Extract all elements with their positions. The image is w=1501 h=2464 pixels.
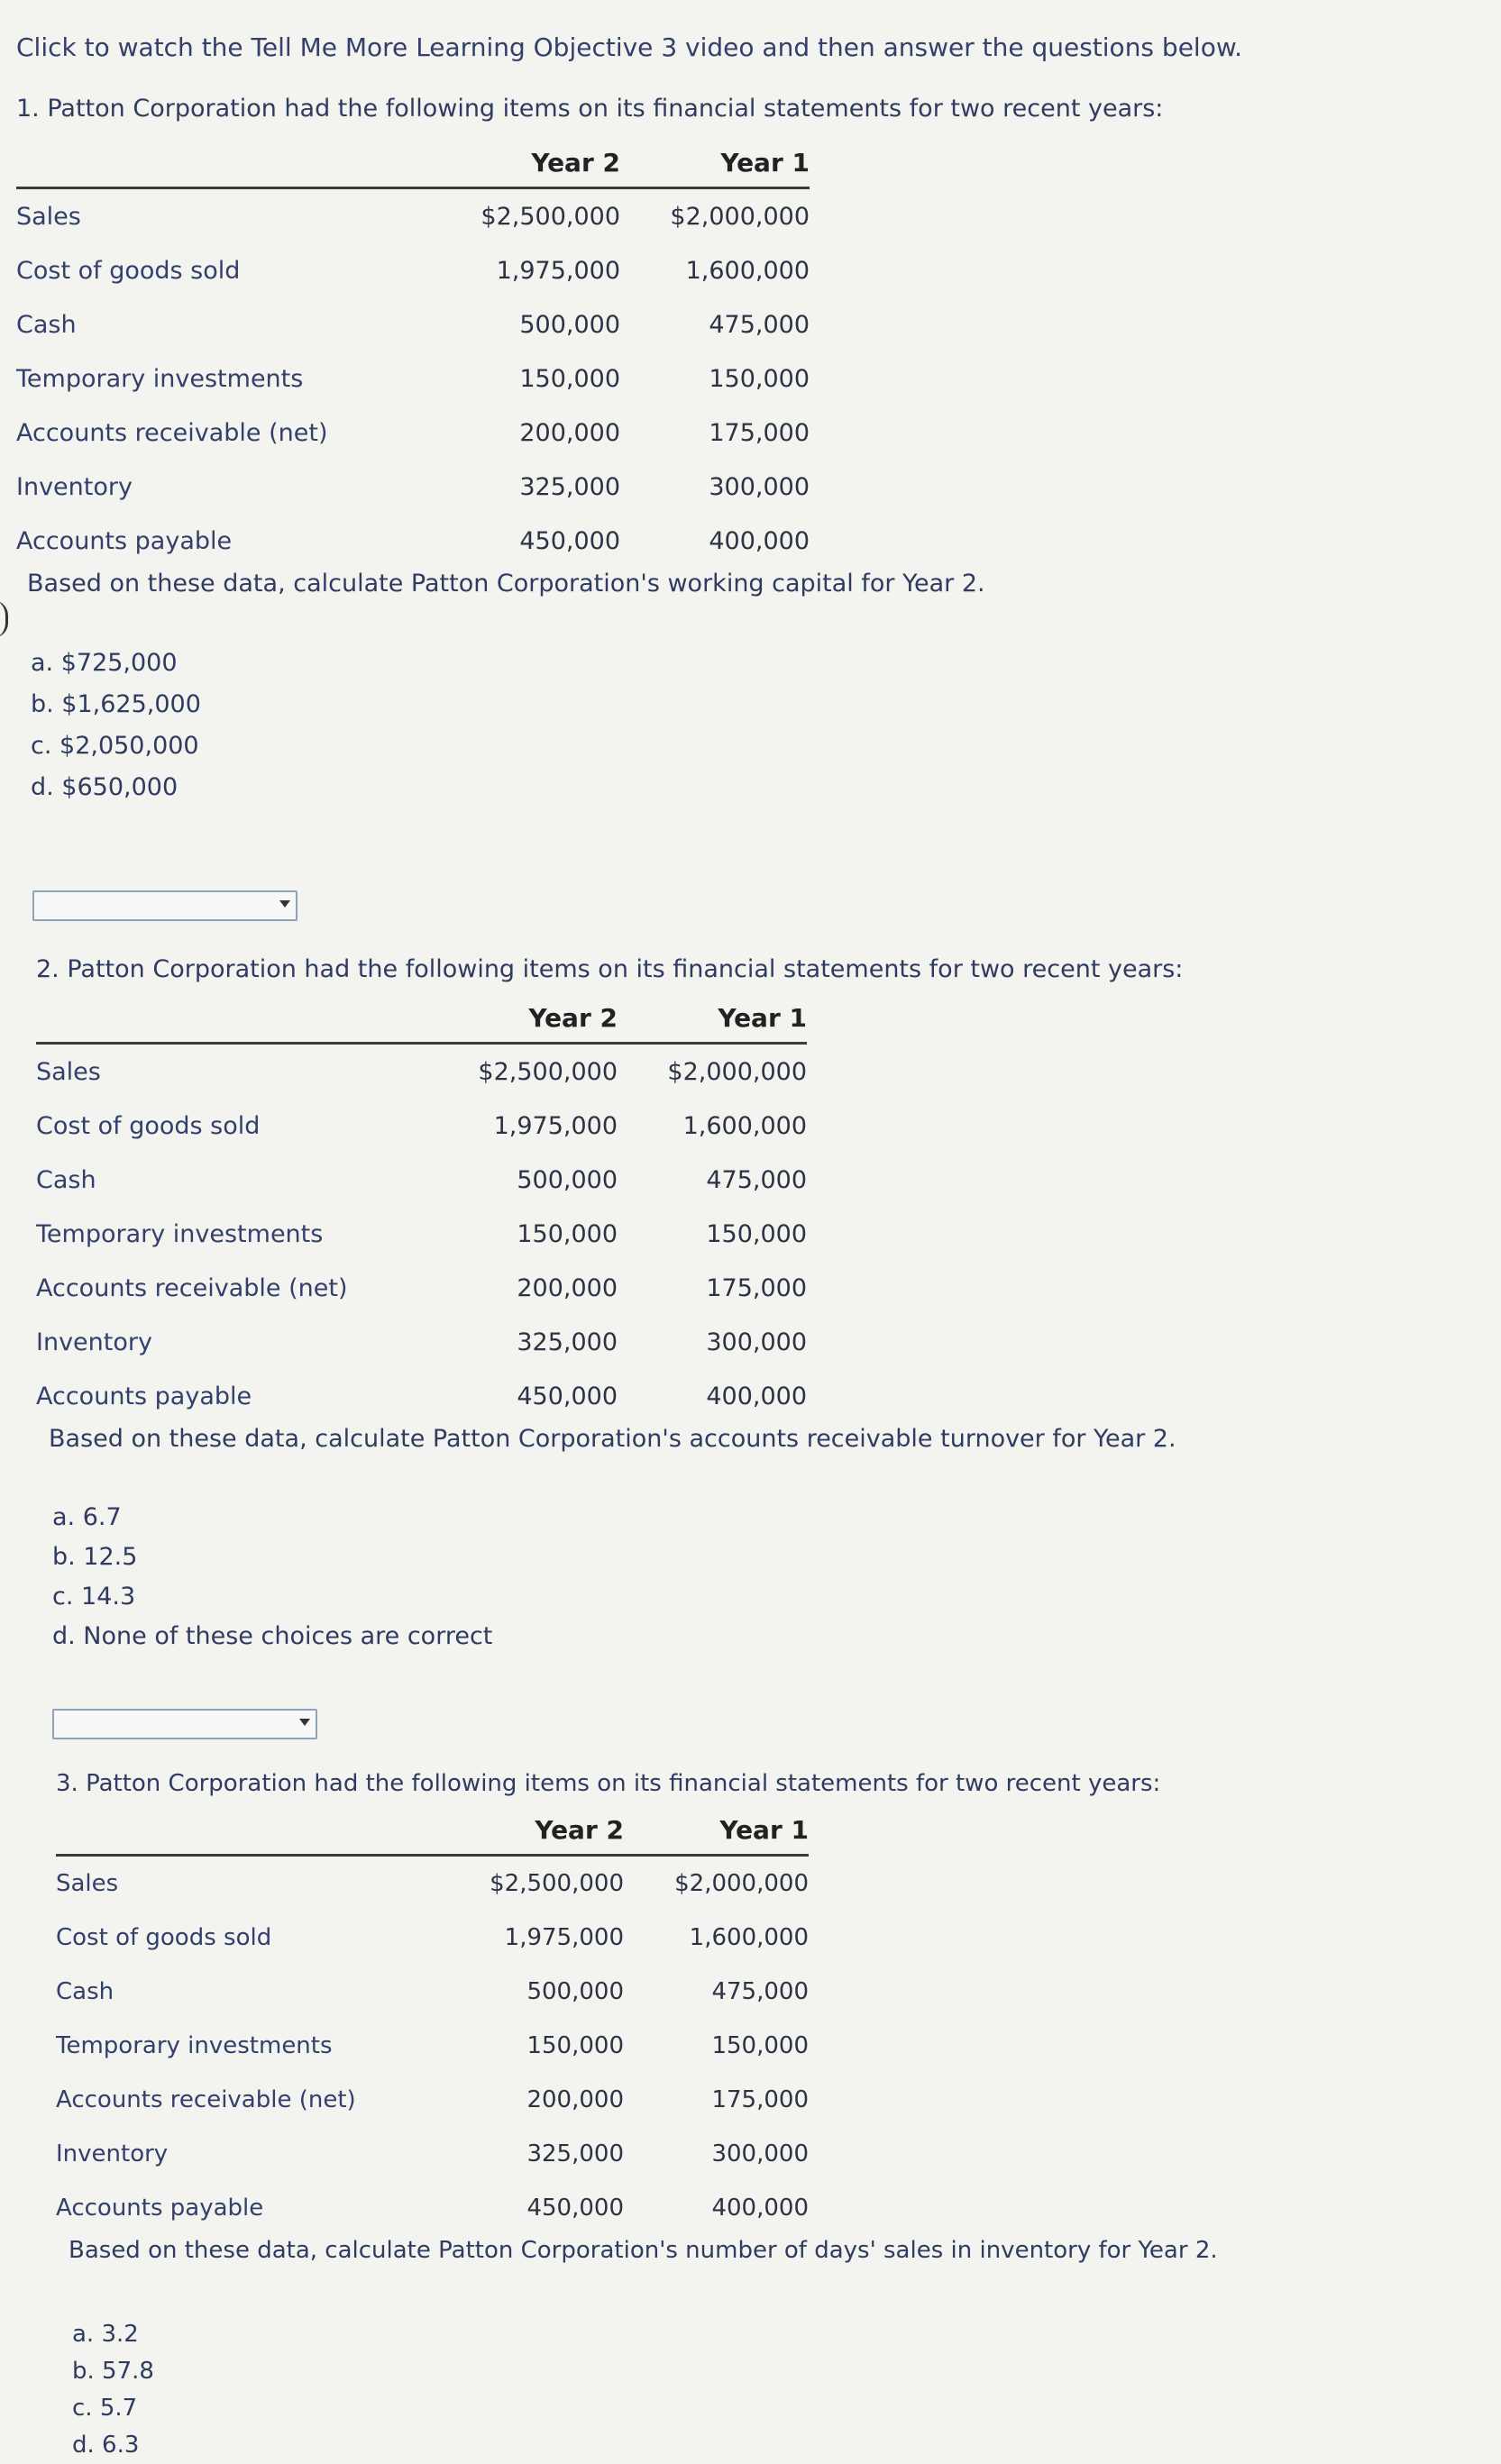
row-label: Temporary investments <box>56 2032 333 2059</box>
row-year-1: 400,000 <box>709 526 810 555</box>
header-year-1: Year 1 <box>618 998 807 1044</box>
question-3-choices <box>72 2316 1218 2464</box>
row-label: Cash <box>56 1978 114 2005</box>
question-1-prompt: Based on these data, calculate Patton Corporation's working capital for Year 2. <box>27 570 985 598</box>
row-year-1: $2,000,000 <box>670 202 810 231</box>
table-row <box>16 460 810 514</box>
row-year-2: 325,000 <box>517 1328 618 1356</box>
choice-d: d. 6.3 <box>72 2432 140 2459</box>
row-label: Sales <box>36 1057 101 1086</box>
header-label <box>36 998 397 1044</box>
row-label: Inventory <box>36 1328 152 1356</box>
row-year-1: 150,000 <box>709 364 810 393</box>
table-row <box>36 1044 807 1100</box>
row-year-1: 150,000 <box>711 2032 809 2059</box>
row-year-2: 200,000 <box>526 2086 624 2113</box>
table-row <box>56 1856 809 1912</box>
table-row <box>36 1261 807 1315</box>
header-label <box>56 1810 407 1856</box>
row-year-2: 325,000 <box>519 472 620 501</box>
choice-b: b. 57.8 <box>72 2358 154 2385</box>
row-year-1: 150,000 <box>706 1219 807 1248</box>
table-header-row <box>16 142 810 188</box>
row-year-1: 300,000 <box>711 2140 809 2167</box>
choice-d: d. $650,000 <box>31 773 178 801</box>
question-2-table <box>36 998 807 1423</box>
row-label: Cost of goods sold <box>16 256 241 285</box>
row-year-2: 200,000 <box>517 1273 618 1302</box>
row-label: Inventory <box>56 2140 169 2167</box>
choice-b: b. 12.5 <box>52 1543 138 1571</box>
question-2-title: 2. Patton Corporation had the following items on its financial statements for two recent years: <box>36 955 1184 983</box>
choice-c: c. $2,050,000 <box>31 732 199 760</box>
question-1-choices <box>31 643 1163 808</box>
table-row <box>16 188 810 244</box>
choice-a: a. 3.2 <box>72 2321 139 2348</box>
table-row <box>16 406 810 460</box>
row-year-1: $2,000,000 <box>674 1870 809 1897</box>
question-3 <box>56 1770 1218 2464</box>
row-year-2: 450,000 <box>526 2195 624 2222</box>
header-year-2: Year 2 <box>395 142 620 188</box>
question-1-table <box>16 142 810 568</box>
row-label: Inventory <box>16 472 133 501</box>
table-row <box>16 351 810 406</box>
header-label <box>16 142 395 188</box>
row-year-1: 300,000 <box>706 1328 807 1356</box>
table-row <box>36 1315 807 1369</box>
row-year-2: 1,975,000 <box>504 1924 624 1951</box>
question-1 <box>16 95 1163 808</box>
row-year-2: 1,975,000 <box>496 256 620 285</box>
row-year-1: $2,000,000 <box>667 1057 807 1086</box>
question-2-choices <box>52 1498 1183 1656</box>
row-year-1: 1,600,000 <box>682 1111 807 1140</box>
row-year-2: $2,500,000 <box>481 202 620 231</box>
choice-b: b. $1,625,000 <box>31 690 201 718</box>
row-label: Cash <box>36 1165 96 1194</box>
table-header-row <box>36 998 807 1044</box>
row-year-2: 150,000 <box>517 1219 618 1248</box>
row-label: Cost of goods sold <box>36 1111 261 1140</box>
row-year-2: 1,975,000 <box>493 1111 618 1140</box>
row-year-1: 400,000 <box>711 2195 809 2222</box>
table-row <box>56 1965 809 2019</box>
row-year-1: 475,000 <box>709 310 810 339</box>
row-year-1: 1,600,000 <box>689 1924 809 1951</box>
table-row <box>36 1153 807 1207</box>
question-1-title: 1. Patton Corporation had the following items on its financial statements for two recent years: <box>16 95 1164 123</box>
table-row <box>16 514 810 568</box>
row-label: Accounts receivable (net) <box>36 1273 348 1302</box>
header-year-1: Year 1 <box>624 1810 809 1856</box>
row-label: Sales <box>56 1870 119 1897</box>
row-label: Temporary investments <box>16 364 304 393</box>
table-row <box>56 1911 809 1965</box>
row-year-1: 300,000 <box>709 472 810 501</box>
row-year-2: 150,000 <box>519 364 620 393</box>
table-row <box>56 2181 809 2235</box>
row-year-2: 500,000 <box>517 1165 618 1194</box>
row-year-1: 175,000 <box>706 1273 807 1302</box>
row-year-1: 475,000 <box>711 1978 809 2005</box>
row-year-1: 175,000 <box>709 418 810 447</box>
row-year-2: $2,500,000 <box>490 1870 624 1897</box>
intro-instruction[interactable]: Click to watch the Tell Me More Learning Objective 3 video and then answer the questions below. <box>16 32 1243 62</box>
row-year-1: 400,000 <box>706 1382 807 1410</box>
row-label: Temporary investments <box>36 1219 324 1248</box>
row-year-1: 175,000 <box>711 2086 809 2113</box>
question-3-table <box>56 1810 809 2235</box>
row-label: Accounts payable <box>36 1382 252 1410</box>
header-year-2: Year 2 <box>407 1810 624 1856</box>
row-year-2: 500,000 <box>519 310 620 339</box>
question-2-prompt: Based on these data, calculate Patton Corporation's accounts receivable turnover for Year 2. <box>49 1425 1176 1453</box>
row-label: Sales <box>16 202 81 231</box>
header-year-1: Year 1 <box>620 142 810 188</box>
row-label: Cash <box>16 310 77 339</box>
row-year-2: 150,000 <box>526 2032 624 2059</box>
header-year-2: Year 2 <box>397 998 618 1044</box>
row-label: Accounts payable <box>56 2195 264 2222</box>
table-row <box>36 1099 807 1153</box>
row-label: Cost of goods sold <box>56 1924 272 1951</box>
row-year-2: $2,500,000 <box>478 1057 618 1086</box>
question-3-title: 3. Patton Corporation had the following items on its financial statements for two recent years: <box>56 1770 1161 1797</box>
row-year-2: 500,000 <box>526 1978 624 2005</box>
row-year-2: 325,000 <box>526 2140 624 2167</box>
row-year-1: 1,600,000 <box>685 256 810 285</box>
chevron-down-icon <box>299 1719 310 1726</box>
choice-d: d. None of these choices are correct <box>52 1622 493 1650</box>
table-row <box>36 1369 807 1423</box>
choice-a: a. 6.7 <box>52 1503 122 1531</box>
choice-a: a. $725,000 <box>31 649 178 677</box>
choice-c: c. 5.7 <box>72 2395 138 2422</box>
table-row <box>16 297 810 351</box>
question-1-answer-dropdown[interactable] <box>32 890 297 921</box>
row-label: Accounts receivable (net) <box>56 2086 356 2113</box>
row-label: Accounts receivable (net) <box>16 418 328 447</box>
row-year-2: 450,000 <box>519 526 620 555</box>
table-row <box>56 2019 809 2073</box>
table-row <box>56 2073 809 2127</box>
question-3-prompt: Based on these data, calculate Patton Corporation's number of days' sales in inventory for Year 2. <box>69 2237 1218 2264</box>
chevron-down-icon <box>279 900 290 908</box>
table-row <box>56 2127 809 2181</box>
choice-c: c. 14.3 <box>52 1583 136 1611</box>
question-2 <box>36 955 1183 1656</box>
row-year-2: 200,000 <box>519 418 620 447</box>
row-year-2: 450,000 <box>517 1382 618 1410</box>
table-row <box>16 243 810 297</box>
row-label: Accounts payable <box>16 526 233 555</box>
table-row <box>36 1207 807 1261</box>
row-year-1: 475,000 <box>706 1165 807 1194</box>
question-2-answer-dropdown[interactable] <box>52 1709 317 1739</box>
edge-bracket <box>0 600 8 638</box>
table-header-row <box>56 1810 809 1856</box>
